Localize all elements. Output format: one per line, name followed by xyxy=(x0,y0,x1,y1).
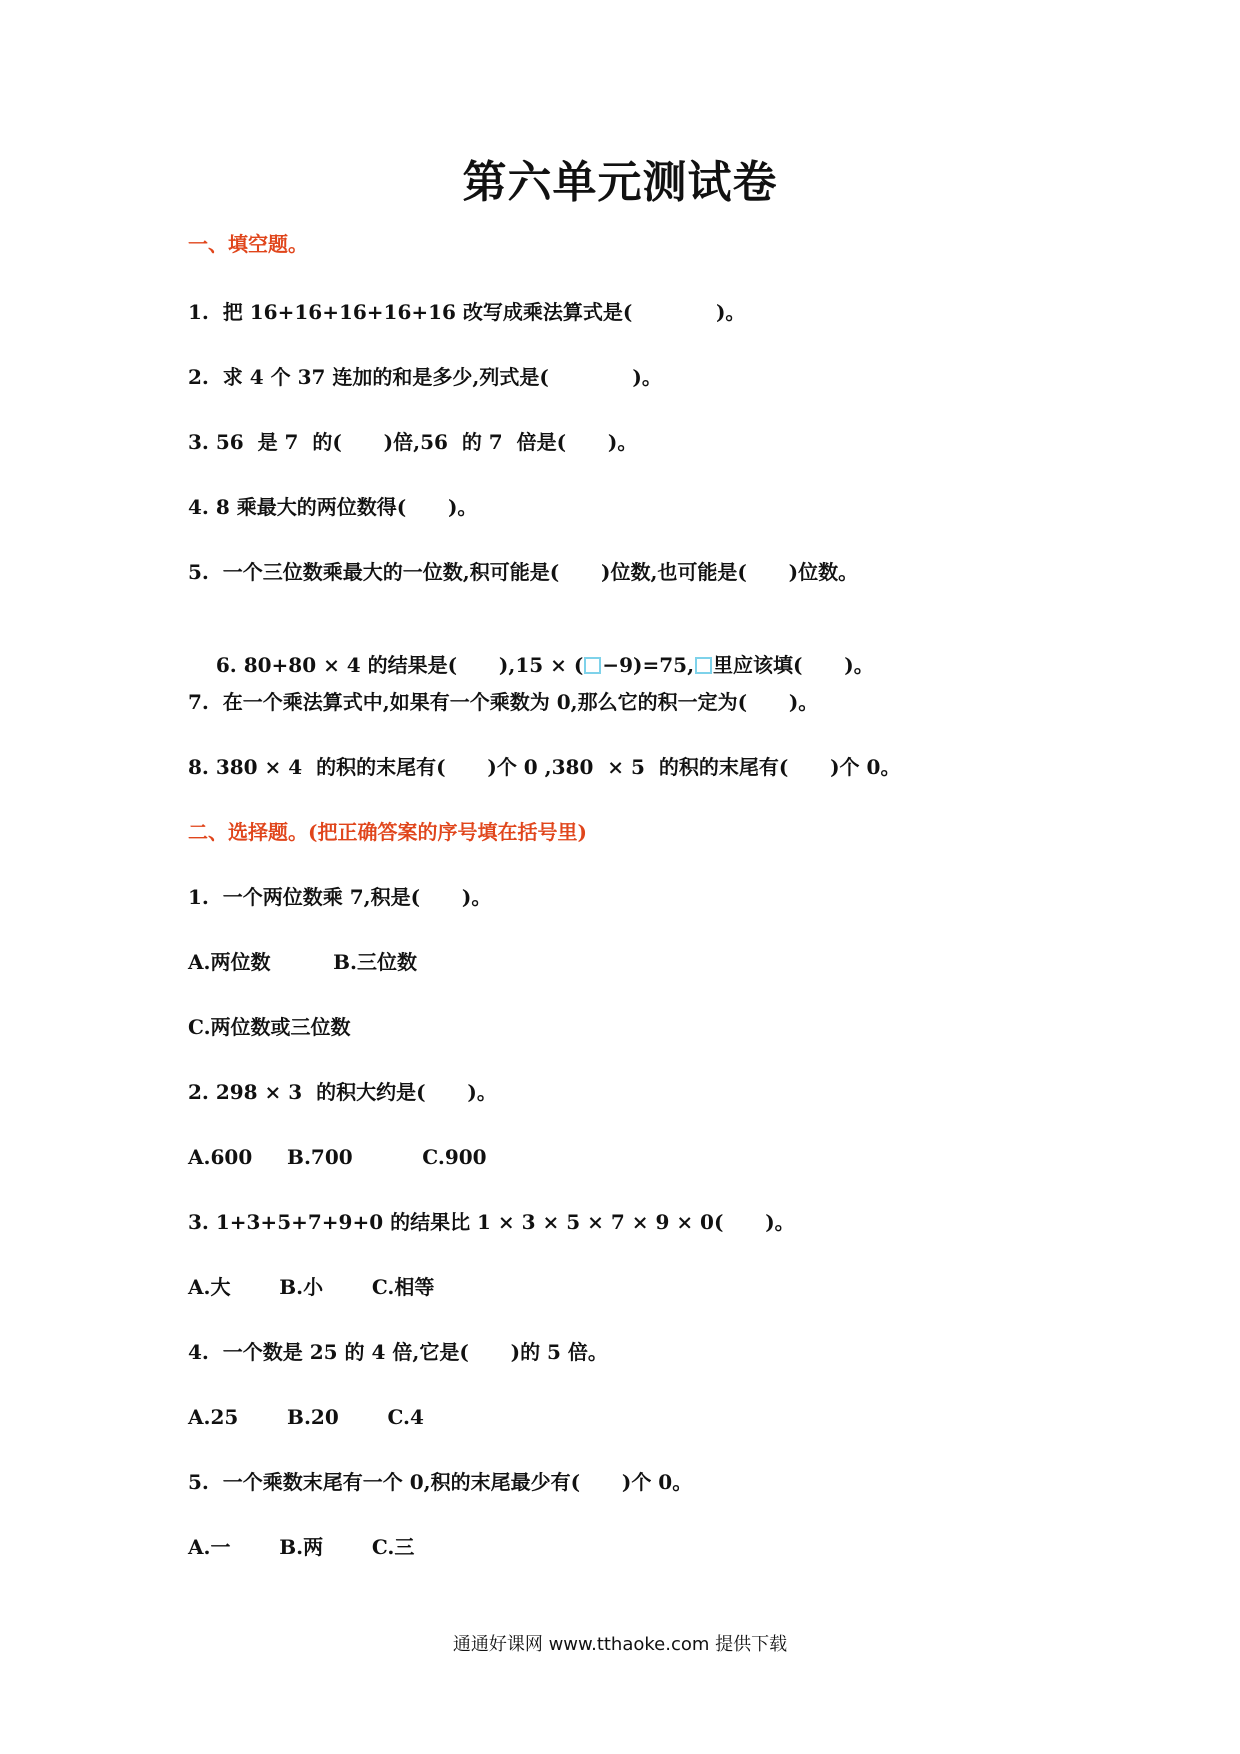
choice-options-2: A.600 B.700 C.900 xyxy=(188,1145,487,1169)
choice-question-3: 3. 1+3+5+7+9+0 的结果比 1 × 3 × 5 × 7 × 9 × 0( )。 xyxy=(188,1210,795,1234)
choice-question-5: 5. 一个乘数末尾有一个 0,积的末尾最少有( )个 0。 xyxy=(188,1470,693,1494)
fill-question-1: 1. 把 16+16+16+16+16 改写成乘法算式是( )。 xyxy=(188,300,746,324)
fill-question-4: 4. 8 乘最大的两位数得( )。 xyxy=(188,495,478,519)
section-heading-choice: 二、选择题。(把正确答案的序号填在括号里) xyxy=(188,820,587,844)
fill-question-6-part-a: 6. 80+80 × 4 的结果是( ),15 × ( xyxy=(215,653,584,677)
blank-box-icon xyxy=(584,657,601,674)
fill-question-3: 3. 56 是 7 的( )倍,56 的 7 倍是( )。 xyxy=(188,430,638,454)
footer-source: 通通好课网 www.tthaoke.com 提供下载 xyxy=(452,1634,788,1655)
choice-options-5: A.一 B.两 C.三 xyxy=(188,1535,415,1559)
choice-question-2: 2. 298 × 3 的积大约是( )。 xyxy=(188,1080,497,1104)
choice-options-1b: C.两位数或三位数 xyxy=(188,1015,351,1039)
fill-question-6-part-c: 里应该填( )。 xyxy=(713,653,874,677)
page-title: 第六单元测试卷 xyxy=(462,157,778,208)
choice-options-3: A.大 B.小 C.相等 xyxy=(188,1275,435,1299)
choice-question-4: 4. 一个数是 25 的 4 倍,它是( )的 5 倍。 xyxy=(188,1340,608,1364)
fill-question-7: 7. 在一个乘法算式中,如果有一个乘数为 0,那么它的积一定为( )。 xyxy=(188,690,819,714)
choice-options-1a: A.两位数 B.三位数 xyxy=(188,950,418,974)
fill-question-6-part-b: −9)=75, xyxy=(602,653,695,677)
fill-question-8: 8. 380 × 4 的积的末尾有( )个 0 ,380 × 5 的积的末尾有( )个 0。 xyxy=(188,755,901,779)
section-heading-fill-in: 一、填空题。 xyxy=(188,232,308,256)
fill-question-2: 2. 求 4 个 37 连加的和是多少,列式是( )。 xyxy=(188,365,662,389)
blank-box-icon xyxy=(695,657,712,674)
choice-question-1: 1. 一个两位数乘 7,积是( )。 xyxy=(188,885,492,909)
choice-options-4: A.25 B.20 C.4 xyxy=(188,1405,424,1429)
fill-question-5: 5. 一个三位数乘最大的一位数,积可能是( )位数,也可能是( )位数。 xyxy=(188,560,859,584)
